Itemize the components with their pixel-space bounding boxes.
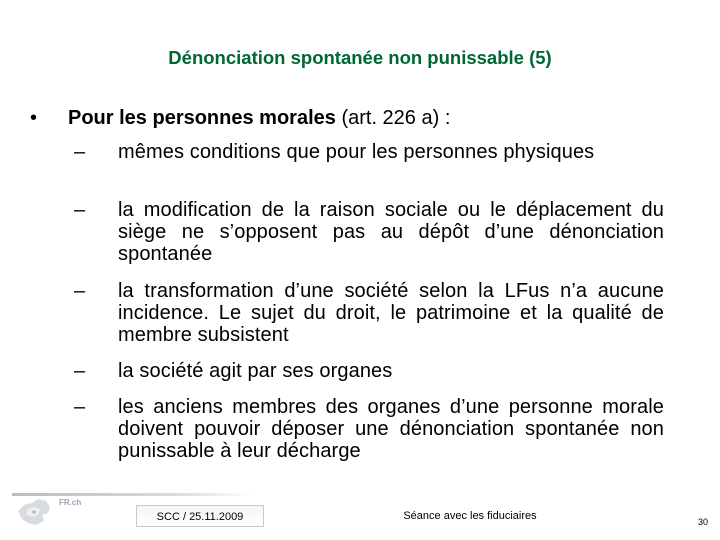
slide-title: Dénonciation spontanée non punissable (5)	[168, 47, 552, 68]
sub-bullet-text: les anciens membres des organes d’une personne morale doivent pouvoir déposer une dénonciation spontanée non punissable à leur décharge	[118, 396, 664, 462]
main-bullet-bold: Pour les personnes morales	[68, 107, 336, 129]
sub-bullet	[74, 280, 664, 346]
dash-icon: –	[74, 396, 86, 418]
footer-rule	[12, 493, 252, 496]
date-box: SCC / 25.11.2009	[136, 505, 264, 527]
dash-icon: –	[74, 360, 86, 382]
dash-icon: –	[74, 199, 86, 221]
logo-text: FR.ch	[59, 498, 82, 507]
sub-bullet	[74, 141, 664, 163]
sub-bullet	[74, 396, 664, 462]
sub-bullet-text: la transformation d’une société selon la LFus n’a aucune incidence. Le sujet du droit, le patrimoine et la qualité de membre subsistent	[118, 280, 664, 346]
sub-bullet-text: la modification de la raison sociale ou le déplacement du siège ne s’opposent pas au dépôt d’une dénonciation spontanée	[118, 199, 664, 265]
sub-bullet-text: mêmes conditions que pour les personnes physiques	[118, 141, 595, 163]
footer-meeting-label: Séance avec les fiduciaires	[403, 510, 537, 522]
main-bullet-normal: (art. 226 a) :	[335, 107, 451, 129]
page-number: 30	[697, 517, 708, 527]
sub-bullet-text: la société agit par ses organes	[118, 360, 393, 382]
sub-bullet	[74, 199, 664, 265]
main-bullet-text	[68, 106, 450, 130]
dash-icon: –	[74, 141, 86, 163]
sub-bullet	[74, 360, 664, 382]
dash-icon: –	[74, 280, 86, 302]
bullet-icon: •	[30, 107, 38, 129]
